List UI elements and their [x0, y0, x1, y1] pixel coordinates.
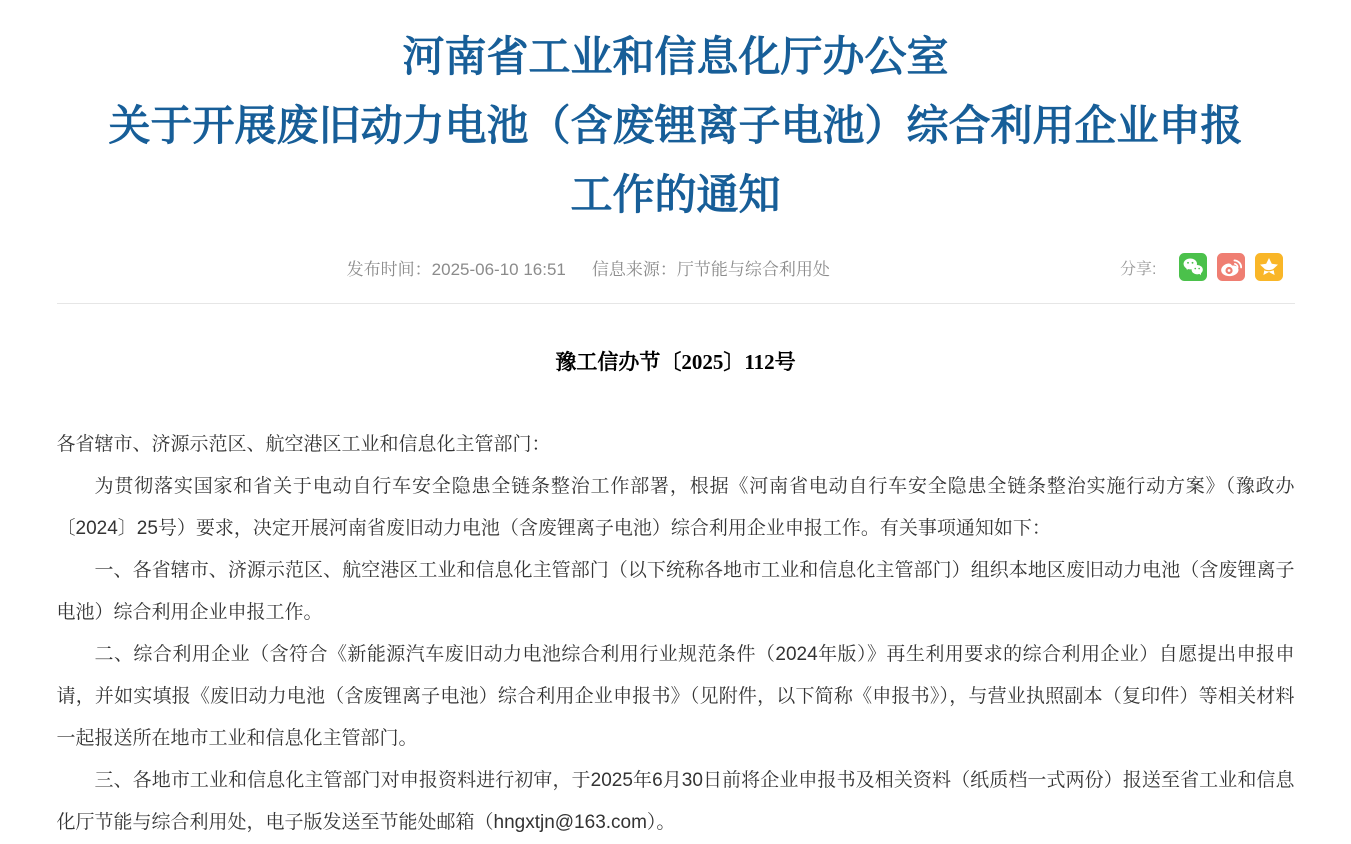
title-line-3: 工作的通知 — [570, 171, 781, 218]
document-number: 豫工信办节〔2025〕112号 — [555, 350, 796, 374]
share-box — [1120, 253, 1294, 281]
article-body — [57, 424, 1295, 844]
publish-info — [57, 255, 1121, 280]
page-title — [57, 0, 1295, 229]
paragraph-item-1: 一、各省辖市、济源示范区、航空港区工业和信息化主管部门（以下统称各地市工业和信息化主管部门）组织本地区废旧动力电池（含废锂离子电池）综合利用企业申报工作。 — [56, 560, 1295, 623]
paragraph-item-2: 二、综合利用企业（含符合《新能源汽车废旧动力电池综合利用行业规范条件（2024年版）》再生利用要求的综合利用企业）自愿提出申报申请，并如实填报《废旧动力电池（含废锂离子电池）综合利用企业申报书》（见附件，以下简称《申报书》），与营业执照副本（复印件）等相关材料一起报送所在地市工业和信息化主管部门。 — [56, 644, 1295, 749]
title-line-1: 河南省工业和信息化厅办公室 — [402, 33, 949, 80]
weibo-share-icon[interactable] — [1217, 253, 1245, 281]
meta-row — [57, 253, 1295, 304]
source-label: 信息来源： — [591, 259, 677, 279]
wechat-share-icon[interactable] — [1179, 253, 1207, 281]
paragraph-intro: 为贯彻落实国家和省关于电动自行车安全隐患全链条整治工作部署，根据《河南省电动自行车安全隐患全链条整治实施行动方案》（豫政办〔2024〕25号）要求，决定开展河南省废旧动力电池（含废锂离子电池）综合利用企业申报工作。有关事项通知如下： — [56, 476, 1295, 539]
publish-time-label: 发布时间： — [346, 259, 432, 279]
title-line-2: 关于开展废旧动力电池（含废锂离子电池）综合利用企业申报 — [108, 102, 1243, 149]
source-value: 厅节能与综合利用处 — [676, 259, 830, 279]
paragraph-item-3: 三、各地市工业和信息化主管部门对申报资料进行初审，于2025年6月30日前将企业申报书及相关资料（纸质档一式两份）报送至省工业和信息化厅节能与综合利用处，电子版发送至节能处邮箱（hngxtjn@163.com）。 — [56, 770, 1295, 833]
share-label: 分享: — [1120, 260, 1157, 278]
favorite-star-share-icon[interactable] — [1255, 253, 1283, 281]
publish-time-value: 2025-06-10 16:51 — [431, 259, 566, 279]
article-container — [57, 0, 1295, 844]
paragraph-salutation: 各省辖市、济源示范区、航空港区工业和信息化主管部门： — [56, 434, 551, 455]
